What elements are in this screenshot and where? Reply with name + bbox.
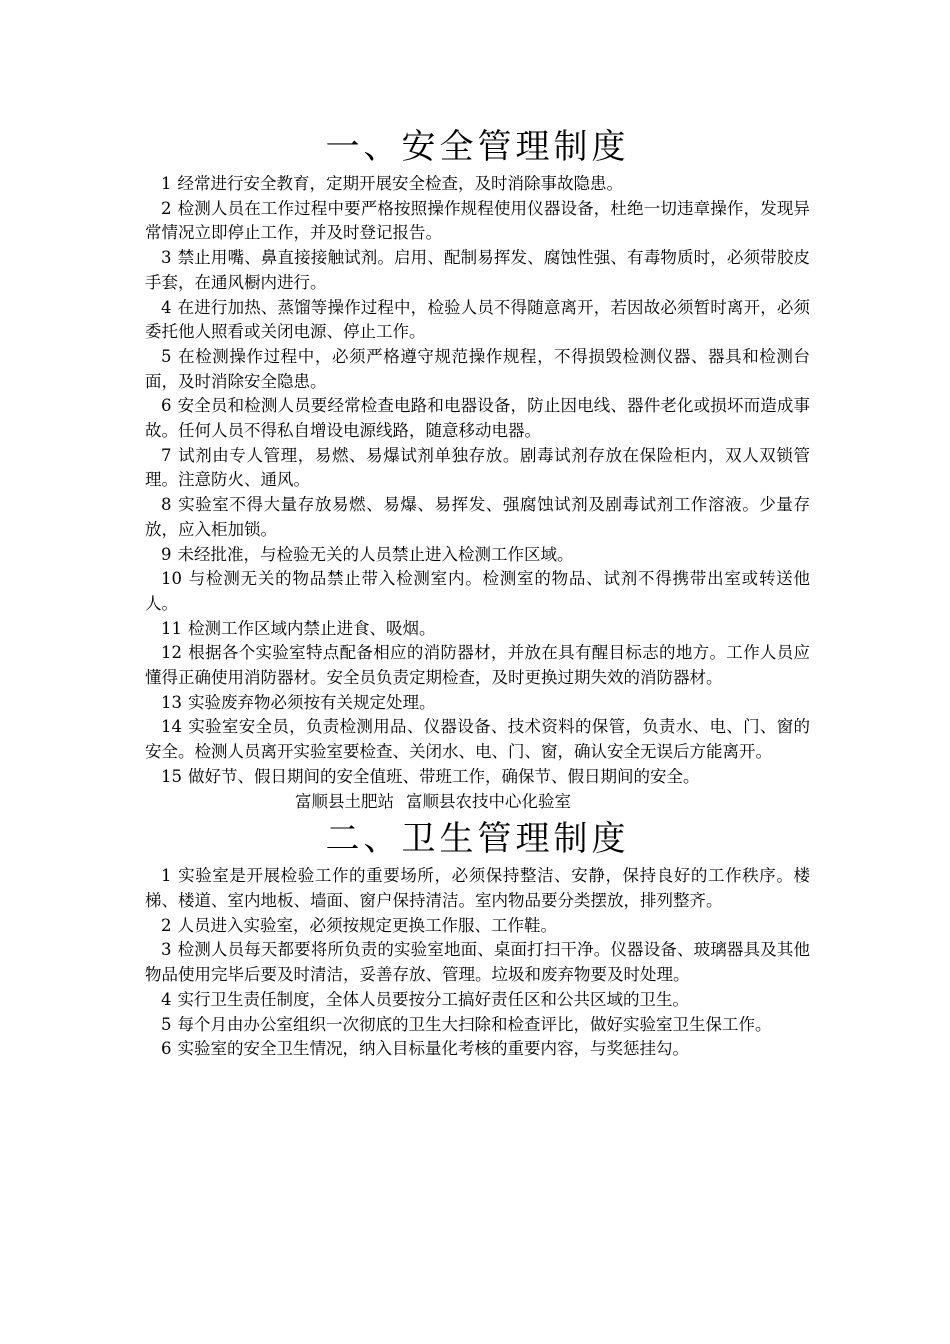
rule-number: 14	[161, 717, 182, 737]
rule-text: 试剂由专人管理，易燃、易爆试剂单独存放。剧毒试剂存放在保险柜内，双人双锁管理。注意防火、通风。	[145, 445, 810, 490]
rule-number: 13	[161, 692, 182, 712]
rule-number: 4	[161, 297, 172, 317]
rule-text: 做好节、假日期间的安全值班、带班工作，确保节、假日期间的安全。	[188, 766, 700, 786]
section-title-hygiene: 二、卫生管理制度	[325, 819, 630, 860]
rule-text: 人员进入实验室，必须按规定更换工作服、工作鞋。	[177, 915, 557, 935]
rule-number: 1	[161, 866, 172, 886]
rule-number: 2	[161, 915, 172, 935]
rule-number: 12	[161, 643, 182, 663]
rule-text: 检测工作区域内禁止进食、吸烟。	[188, 618, 436, 638]
rule-item	[145, 543, 810, 568]
rule-number: 5	[161, 346, 172, 366]
safety-section	[145, 122, 810, 814]
rule-number: 2	[161, 198, 172, 218]
rule-number: 15	[161, 766, 182, 786]
rule-item	[145, 172, 810, 197]
rule-number: 3	[161, 940, 172, 960]
rule-number: 5	[161, 1014, 172, 1034]
rule-item	[145, 641, 810, 690]
rule-text: 在进行加热、蒸馏等操作过程中，检验人员不得随意离开，若因故必须暂时离开，必须委托他人照看或关闭电源、停止工作。	[145, 297, 810, 342]
rule-text: 每个月由办公室组织一次彻底的卫生大扫除和检查评比，做好实验室卫生保工作。	[177, 1014, 772, 1034]
rule-text: 检测人员在工作过程中要严格按照操作规程使用仪器设备，杜绝一切违章操作，发现异常情况立即停止工作，并及时登记报告。	[145, 198, 810, 243]
rule-item	[145, 345, 810, 394]
rule-text: 未经批准，与检验无关的人员禁止进入检测工作区域。	[177, 544, 574, 564]
rule-number: 9	[161, 544, 172, 564]
section-title-safety: 一、安全管理制度	[325, 127, 630, 167]
rule-item	[145, 296, 810, 345]
rule-number: 3	[161, 248, 172, 268]
rule-item	[145, 914, 810, 939]
rule-text: 实验室安全员，负责检测用品、仪器设备、技术资料的保管，负责水、电、门、窗的安全。检测人员离开实验室要检查、关闭水、电、门、窗，确认安全无误后方能离开。	[145, 717, 810, 762]
rule-item	[145, 765, 810, 790]
rule-text: 实验室不得大量存放易燃、易爆、易挥发、强腐蚀试剂及剧毒试剂工作溶液。少量存放，应入柜加锁。	[145, 495, 810, 539]
rule-item	[145, 617, 810, 642]
document-page	[145, 122, 810, 1062]
rule-number: 6	[161, 396, 172, 416]
rule-item	[145, 864, 810, 913]
rule-text: 实验室的安全卫生情况，纳入目标量化考核的重要内容，与奖惩挂勾。	[177, 1039, 689, 1059]
rule-item	[145, 988, 810, 1013]
rule-number: 10	[161, 569, 182, 589]
rule-item	[145, 394, 810, 443]
rule-item	[145, 197, 810, 246]
rule-item	[145, 1037, 810, 1062]
rule-text: 禁止用嘴、鼻直接接触试剂。启用、配制易挥发、腐蚀性强、有毒物质时，必须带胶皮手套，在通风橱内进行。	[145, 248, 810, 292]
rule-text: 与检测无关的物品禁止带入检测室内。检测室的物品、试剂不得携带出室或转送他人。	[145, 569, 810, 613]
rule-item	[145, 715, 810, 764]
rule-item	[145, 1013, 810, 1038]
signature-line	[145, 790, 810, 815]
rule-number: 7	[161, 445, 172, 465]
rule-text: 经常进行安全教育，定期开展安全检查，及时消除事故隐患。	[177, 174, 623, 193]
rule-item	[145, 493, 810, 542]
rule-text: 实验室是开展检验工作的重要场所，必须保持整洁、安静，保持良好的工作秩序。楼梯、楼道、室内地板、墙面、窗户保持清洁。室内物品要分类摆放，排列整齐。	[145, 866, 810, 910]
hygiene-section	[145, 814, 810, 1062]
rule-number: 1	[161, 174, 172, 193]
safety-rules-list	[145, 172, 810, 790]
rule-item	[145, 938, 810, 987]
rule-item	[145, 567, 810, 616]
rule-text: 根据各个实验室特点配备相应的消防器材，并放在具有醒目标志的地方。工作人员应懂得正确使用消防器材。安全员负责定期检查，及时更换过期失效的消防器材。	[145, 643, 810, 688]
rule-number: 8	[161, 495, 172, 515]
signature-org-soil-station: 富顺县土肥站	[295, 791, 394, 811]
rule-number: 6	[161, 1039, 172, 1059]
hygiene-rules-list	[145, 864, 810, 1062]
rule-text: 检测人员每天都要将所负责的实验室地面、桌面打扫干净。仪器设备、玻璃器具及其他物品使用完毕后要及时清洁，妥善存放、管理。垃圾和废弃物要及时处理。	[145, 940, 810, 985]
rule-text: 安全员和检测人员要经常检查电路和电器设备，防止因电线、器件老化或损坏而造成事故。任何人员不得私自增设电源线路，随意移动电器。	[145, 396, 810, 441]
rule-number: 4	[161, 989, 172, 1009]
rule-item	[145, 246, 810, 295]
rule-text: 在检测操作过程中，必须严格遵守规范操作规程，不得损毁检测仪器、器具和检测台面，及时消除安全隐患。	[145, 346, 810, 391]
rule-item	[145, 444, 810, 493]
rule-number: 11	[161, 618, 182, 638]
rule-item	[145, 691, 810, 716]
rule-text: 实验废弃物必须按有关规定处理。	[188, 692, 436, 712]
signature-org-lab: 富顺县农技中心化验室	[406, 791, 571, 811]
rule-text: 实行卫生责任制度，全体人员要按分工搞好责任区和公共区域的卫生。	[177, 989, 689, 1009]
